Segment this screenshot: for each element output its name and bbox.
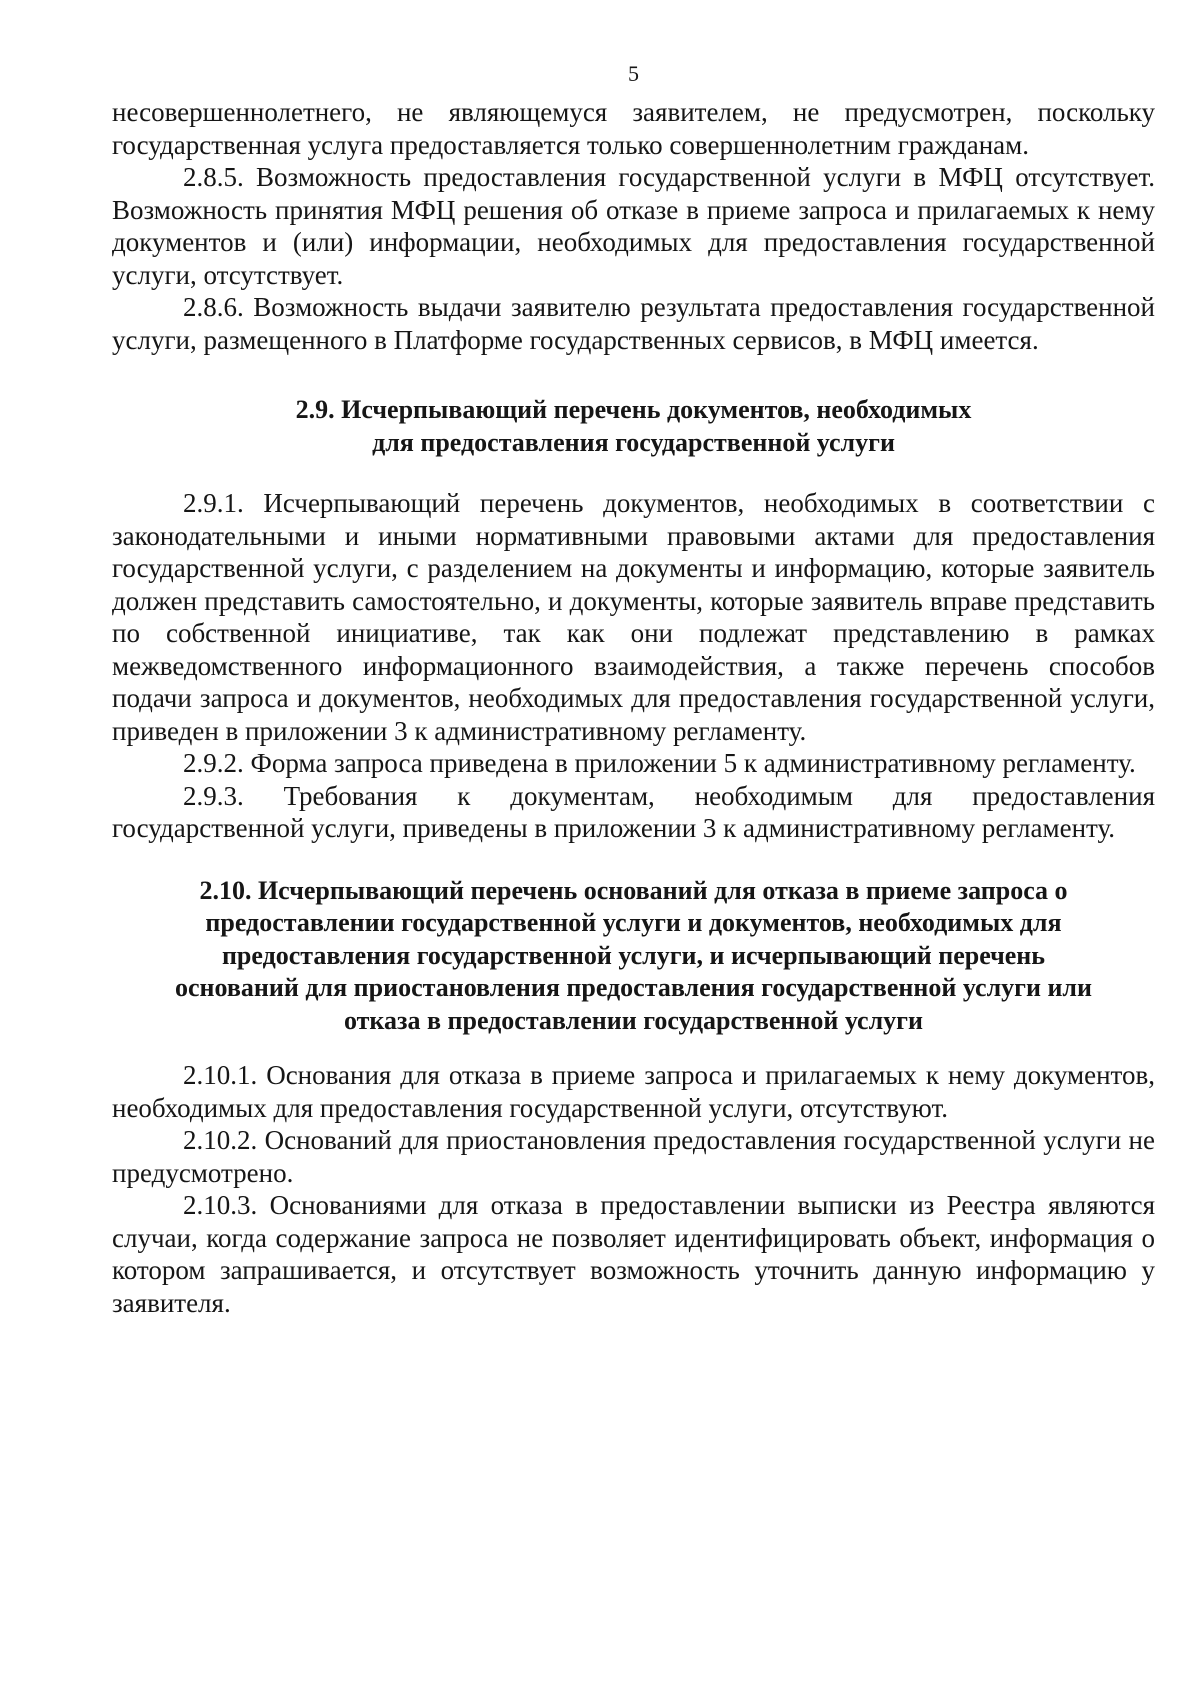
paragraph-2-10-3: 2.10.3. Основаниями для отказа в предоставлении выписки из Реестра являются случаи, когда содержание запроса не позволяет идентифицировать объект, информация о котором запрашивается, и отсутствует возможность уточнить данную информацию у заявителя. [112, 1190, 1155, 1318]
heading-line: 2.9. Исчерпывающий перечень документов, необходимых [295, 395, 972, 424]
page-number: 5 [628, 61, 639, 86]
paragraph-2-10-1: 2.10.1. Основания для отказа в приеме запроса и прилагаемых к нему документов, необходимых для предоставления государственной услуги, отсутствуют. [112, 1060, 1155, 1123]
paragraph-2-8-6: 2.8.6. Возможность выдачи заявителю результата предоставления государственной услуги, размещенного в Платформе государственных сервисов, в МФЦ имеется. [112, 292, 1155, 355]
document-page [112, 60, 1155, 1319]
paragraph-2-10-2: 2.10.2. Оснований для приостановления предоставления государственной услуги не предусмотрено. [112, 1125, 1155, 1188]
heading-line: предоставления государственной услуги, и исчерпывающий перечень [221, 940, 1046, 970]
section-heading-2-9 [112, 394, 1155, 459]
heading-line: 2.10. Исчерпывающий перечень оснований для отказа в приеме запроса о [199, 875, 1068, 905]
paragraph-2-9-1: 2.9.1. Исчерпывающий перечень документов, необходимых в соответствии с законодательными и иными нормативными правовыми актами для предоставления государственной услуги, с разделением на документы и информацию, которые заявитель должен представить самостоятельно, и документы, которые заявитель вправе представить по собственной инициативе, так как они подлежат представлению в рамках межведомственного информационного взаимодействия, а также перечень способов подачи запроса и документов, необходимых для предоставления государственной услуги, приведен в приложении 3 к административному регламенту. [112, 488, 1155, 746]
heading-line: предоставлении государственной услуги и документов, необходимых для [205, 908, 1062, 937]
heading-line: оснований для приостановления предоставления государственной услуги или [175, 973, 1092, 1002]
section-heading-2-10 [112, 875, 1155, 1038]
paragraph-2-9-3: 2.9.3. Требования к документам, необходимым для предоставления государственной услуги, приведены в приложении 3 к административному регламенту. [112, 780, 1155, 843]
heading-line: отказа в предоставлении государственной услуги [344, 1005, 923, 1035]
heading-line: для предоставления государственной услуги [372, 427, 895, 457]
paragraph-2-8-5: 2.8.5. Возможность предоставления государственной услуги в МФЦ отсутствует. Возможность принятия МФЦ решения об отказе в приеме запроса и прилагаемых к нему документов и (или) информации, необходимых для предоставления государственной услуги, отсутствует. [112, 162, 1155, 290]
paragraph-2-9-2: 2.9.2. Форма запроса приведена в приложении 5 к административному регламенту. [183, 748, 1136, 778]
paragraph-continuation: несовершеннолетнего, не являющемуся заявителем, не предусмотрен, поскольку государственная услуга предоставляется только совершеннолетним гражданам. [112, 97, 1155, 160]
